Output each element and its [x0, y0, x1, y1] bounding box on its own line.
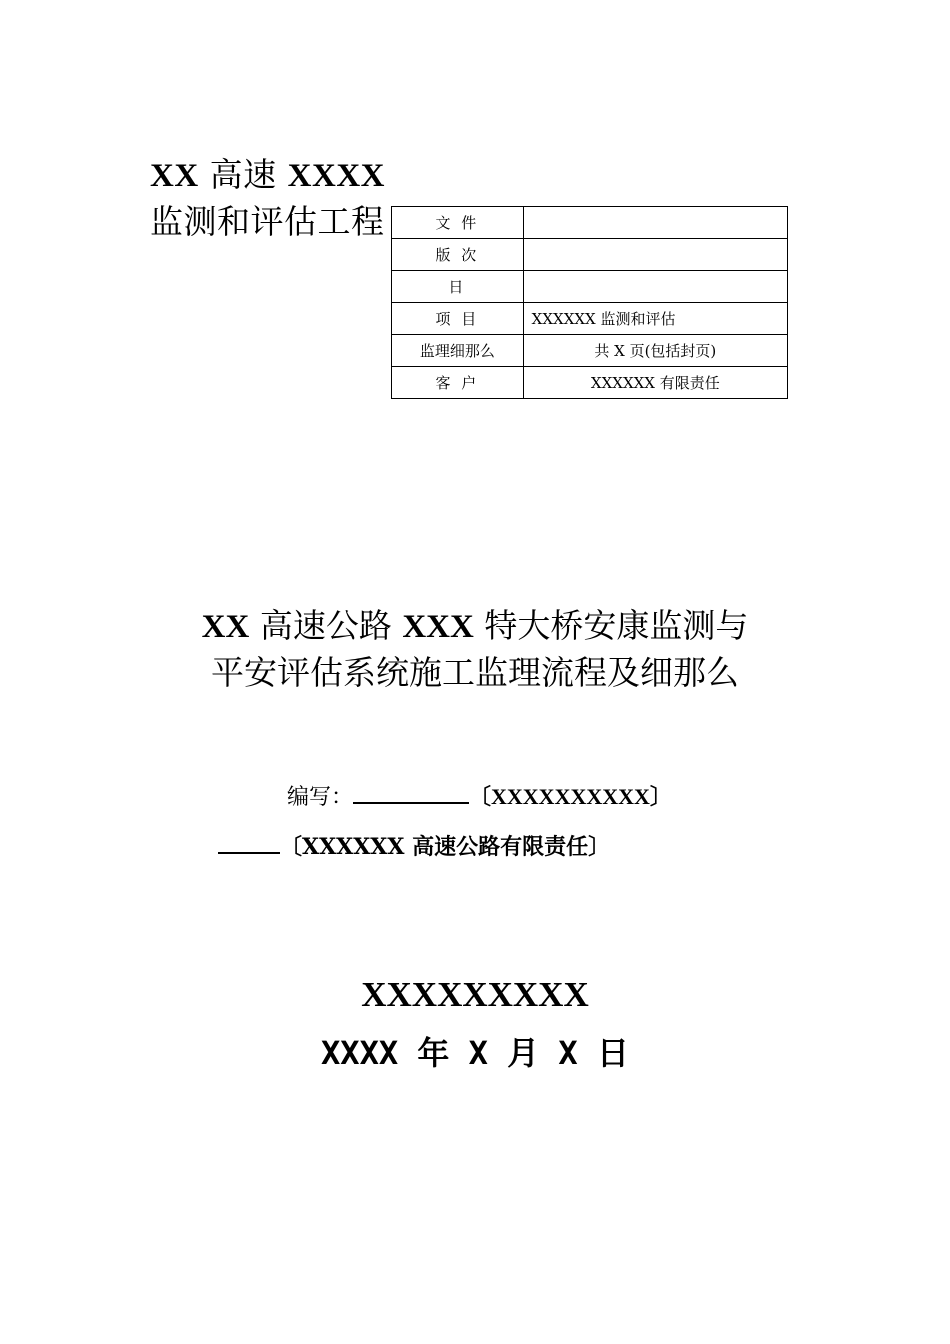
organization-name: XXXXXXXXX: [361, 975, 589, 1014]
project-title-mid: 高速: [198, 155, 288, 194]
table-row: [392, 207, 788, 239]
info-key: 监理细那么: [392, 335, 524, 367]
writer-blank: [353, 780, 469, 804]
company-line: [218, 830, 610, 864]
project-title-rest: 监测和评估工程: [150, 202, 385, 241]
info-key: 项 目: [392, 303, 524, 335]
document-info-table: [391, 206, 788, 399]
info-value: XXXXXX 监测和评估: [523, 303, 787, 335]
table-row: [392, 239, 788, 271]
writer-code: 〔XXXXXXXXXX〕: [469, 784, 672, 809]
info-value: XXXXXX 有限责任: [523, 367, 787, 399]
info-value: [523, 207, 787, 239]
company-name: 〔XXXXXX 高速公路有限责任〕: [280, 834, 611, 860]
project-title: [150, 152, 385, 245]
info-key: 版 次: [392, 239, 524, 271]
main-title-line2: 平安评估系统施工监理流程及细那么: [211, 653, 739, 692]
info-value: [523, 271, 787, 303]
info-key: 客 户: [392, 367, 524, 399]
document-date: XXXX 年 X 月 X 日: [321, 1034, 629, 1072]
info-value: 共 X 页(包括封页): [523, 335, 787, 367]
info-key: 文 件: [392, 207, 524, 239]
main-title: [0, 603, 950, 696]
main-title-prefix: XX: [201, 609, 250, 645]
project-title-prefix: XX: [150, 158, 199, 194]
main-title-mid: 高速公路: [249, 606, 403, 645]
info-value: [523, 239, 787, 271]
table-row: [392, 271, 788, 303]
company-blank: [218, 830, 280, 854]
writer-label: 编写：: [287, 785, 354, 810]
writer-line: [287, 780, 672, 815]
main-title-code: XXX: [402, 609, 474, 645]
table-row: [392, 335, 788, 367]
table-row: [392, 303, 788, 335]
table-row: [392, 367, 788, 399]
info-key: 日: [392, 271, 524, 303]
project-title-code: XXXX: [287, 158, 385, 194]
main-title-end: 特大桥安康监测与: [473, 606, 749, 645]
